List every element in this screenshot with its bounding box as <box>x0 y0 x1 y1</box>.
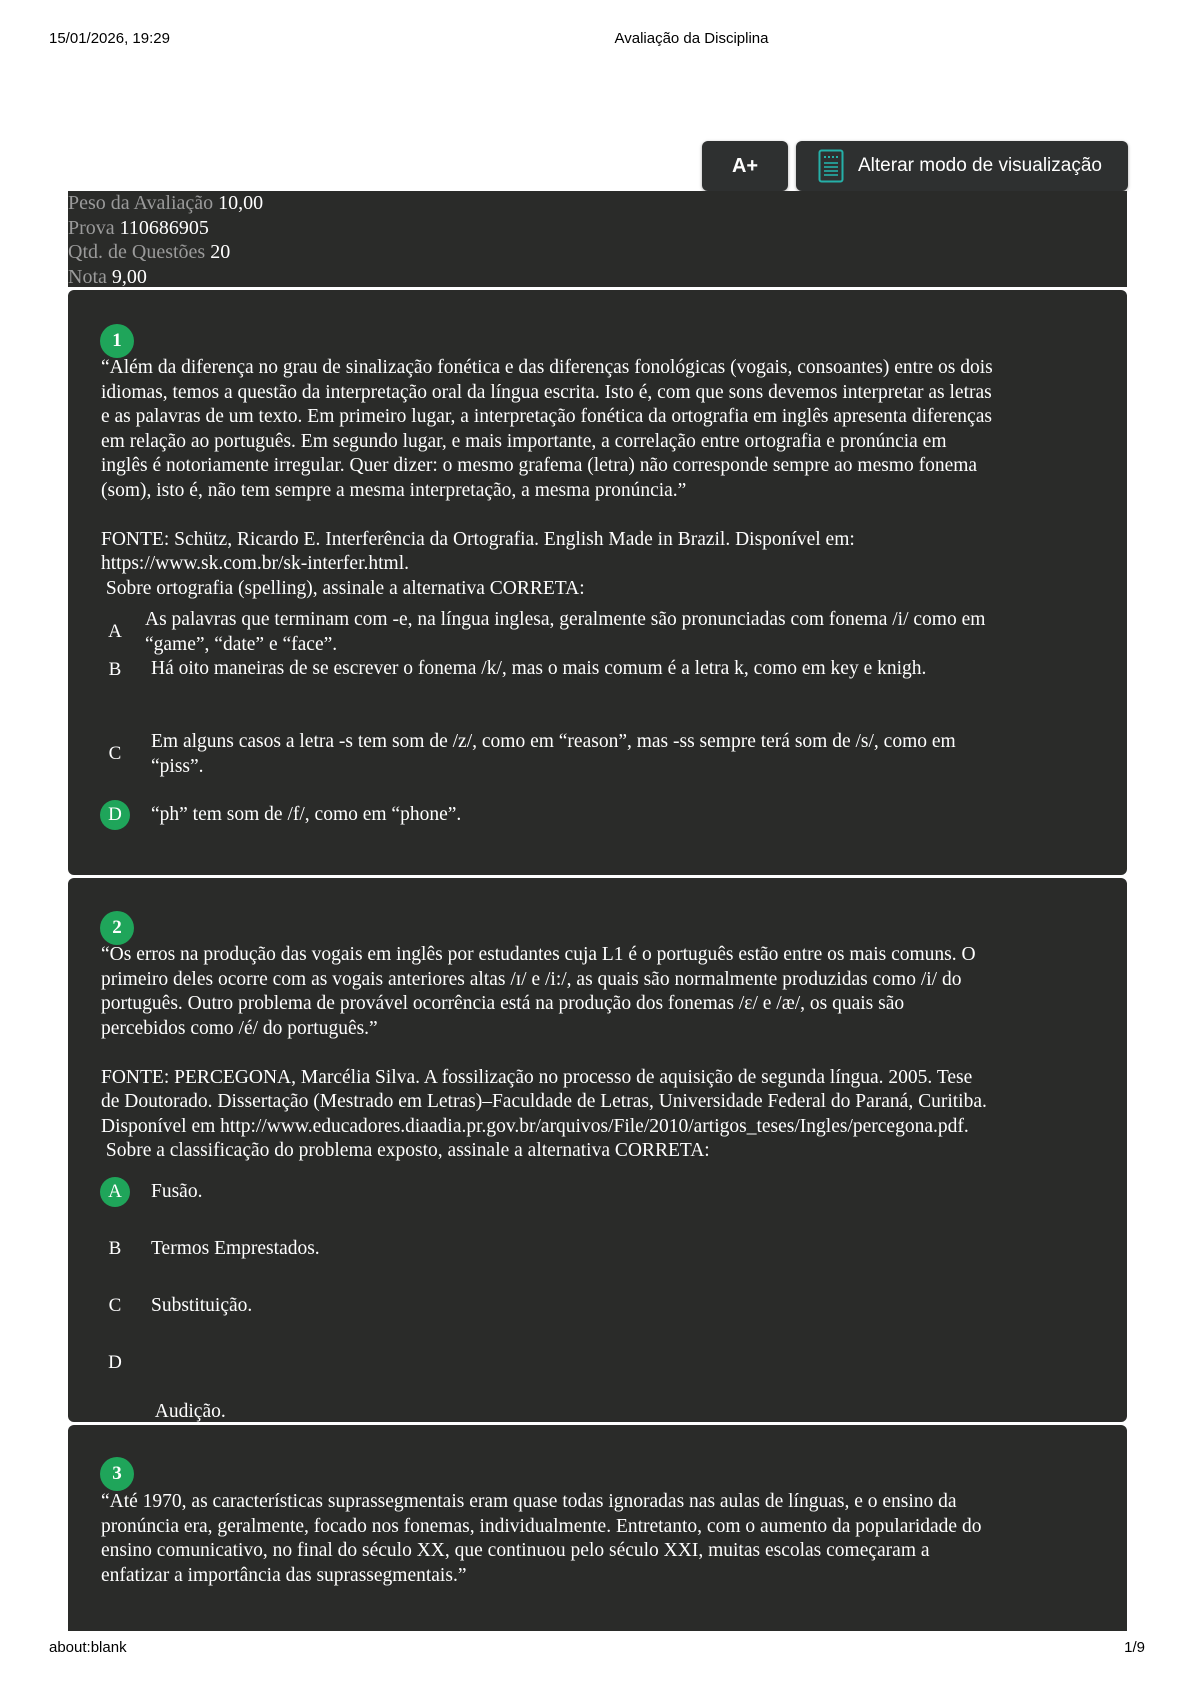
question-number: 1 <box>100 324 134 358</box>
text-line: ensino comunicativo, no final do século XX, que continuou pelo século XXI, muitas escolas começaram a <box>101 1540 930 1561</box>
question-card-1 <box>68 290 1127 875</box>
question-number: 3 <box>100 1457 134 1491</box>
option-text: As palavras que terminam com -e, na língua inglesa, geralmente são pronunciadas com fonema /i/ como em <box>145 609 986 630</box>
source-line: FONTE: Schütz, Ricardo E. Interferência da Ortografia. English Made in Brazil. Disponível em: <box>101 528 855 550</box>
increase-font-button[interactable]: A+ <box>702 141 788 191</box>
text-line: pronúncia era, geralmente, focado nos fonemas, individualmente. Entretanto, com o aumento da popularidade do <box>101 1515 982 1537</box>
text-line: “Até 1970, as características suprassegmentais eram quase todas ignoradas nas aulas de línguas, e o ensino da <box>101 1491 957 1512</box>
option-letter-correct: D <box>100 800 130 830</box>
question-prompt: Sobre a classificação do problema exposto, assinale a alternativa CORRETA: <box>101 1140 710 1161</box>
question-statement <box>101 356 1101 601</box>
print-title: Avaliação da Disciplina <box>614 30 769 47</box>
source-line: de Doutorado. Dissertação (Mestrado em Letras)–Faculdade de Letras, Universidade Federal do Paraná, Curitiba. <box>101 1091 987 1112</box>
print-page-number: 1/9 <box>1124 1639 1145 1656</box>
question-card-3 <box>68 1425 1127 1631</box>
option-letter: B <box>108 1237 122 1259</box>
question-statement <box>101 943 1101 1164</box>
option-letter: B <box>108 658 122 680</box>
option-text: “game”, “date” e “face”. <box>145 633 338 655</box>
text-line: em relação ao português. Em segundo lugar, e mais importante, a correlação entre ortografia e pronúncia em <box>101 430 947 452</box>
print-url: about:blank <box>49 1639 127 1656</box>
option-text: Audição. <box>151 1401 226 1422</box>
document-icon <box>818 149 844 183</box>
text-line: português. Outro problema de provável ocorrência está na produção dos fonemas /ɛ/ e /æ/, os quais são <box>101 993 905 1014</box>
text-line: “Além da diferença no grau de sinalização fonética e das diferenças fonológicas (vogais, consoantes) entre os dois <box>101 357 993 378</box>
option-letter: A <box>108 620 122 642</box>
option-text: Em alguns casos a letra -s tem som de /z/, como em “reason”, mas -ss sempre terá som de /s/, como em <box>151 731 956 752</box>
text-line: e as palavras de um texto. Em primeiro lugar, a interpretação fonética da ortografia em inglês apresenta diferenças <box>101 406 992 427</box>
source-line: https://www.sk.com.br/sk-interfer.html. <box>101 553 409 574</box>
source-line: FONTE: PERCEGONA, Marcélia Silva. A fossilização no processo de aquisição de segunda língua. 2005. Tese <box>101 1066 973 1088</box>
option-text: “piss”. <box>151 755 204 777</box>
option-text: Há oito maneiras de se escrever o fonema /k/, mas o mais comum é a letra k, como em key e knigh. <box>151 658 927 679</box>
text-line: percebidos como /é/ do português.” <box>101 1017 378 1039</box>
text-line: (som), isto é, não tem sempre a mesma interpretação, a mesma pronúncia.” <box>101 479 687 501</box>
option-letter: C <box>108 1294 122 1316</box>
text-line: primeiro deles ocorre com as vogais anteriores altas /ɪ/ e /i:/, as quais são normalmente produzidas como /i/ do <box>101 968 962 990</box>
question-statement <box>101 1490 1101 1588</box>
question-number: 2 <box>100 911 134 945</box>
print-header <box>0 30 1192 52</box>
option-text: Termos Emprestados. <box>151 1238 320 1259</box>
text-line: inglês é notoriamente irregular. Quer dizer: o mesmo grafema (letra) não corresponde sempre ao mesmo fonema <box>101 455 978 476</box>
info-prova: Prova 110686905 <box>68 216 209 239</box>
info-peso: Peso da Avaliação 10,00 <box>68 192 264 214</box>
info-qtd: Qtd. de Questões 20 <box>68 241 231 264</box>
option-text: Substituição. <box>151 1295 253 1316</box>
option-letter-correct: A <box>100 1177 130 1207</box>
question-card-2 <box>68 878 1127 1422</box>
question-prompt: Sobre ortografia (spelling), assinale a alternativa CORRETA: <box>101 577 585 599</box>
text-line: idiomas, temos a questão da interpretação oral da língua escrita. Isto é, com que sons devemos interpretar as letras <box>101 381 992 403</box>
option-letter: C <box>108 742 122 764</box>
info-nota: Nota 9,00 <box>68 265 147 288</box>
print-datetime: 15/01/2026, 19:29 <box>49 30 170 47</box>
print-footer <box>0 1639 1192 1661</box>
option-letter: D <box>108 1351 122 1373</box>
option-text: Fusão. <box>151 1181 203 1202</box>
text-line: “Os erros na produção das vogais em inglês por estudantes cuja L1 é o português estão entre os mais comuns. O <box>101 944 976 965</box>
view-mode-button[interactable] <box>796 141 1128 191</box>
source-line: Disponível em http://www.educadores.diaadia.pr.gov.br/arquivos/File/2010/artigos_teses/Ingles/percegona.pdf. <box>101 1115 969 1137</box>
option-text: “ph” tem som de /f/, como em “phone”. <box>151 804 462 825</box>
exam-info <box>68 191 1127 287</box>
text-line: enfatizar a importância das suprassegmentais.” <box>101 1564 467 1586</box>
view-mode-label: Alterar modo de visualização <box>858 155 1102 176</box>
